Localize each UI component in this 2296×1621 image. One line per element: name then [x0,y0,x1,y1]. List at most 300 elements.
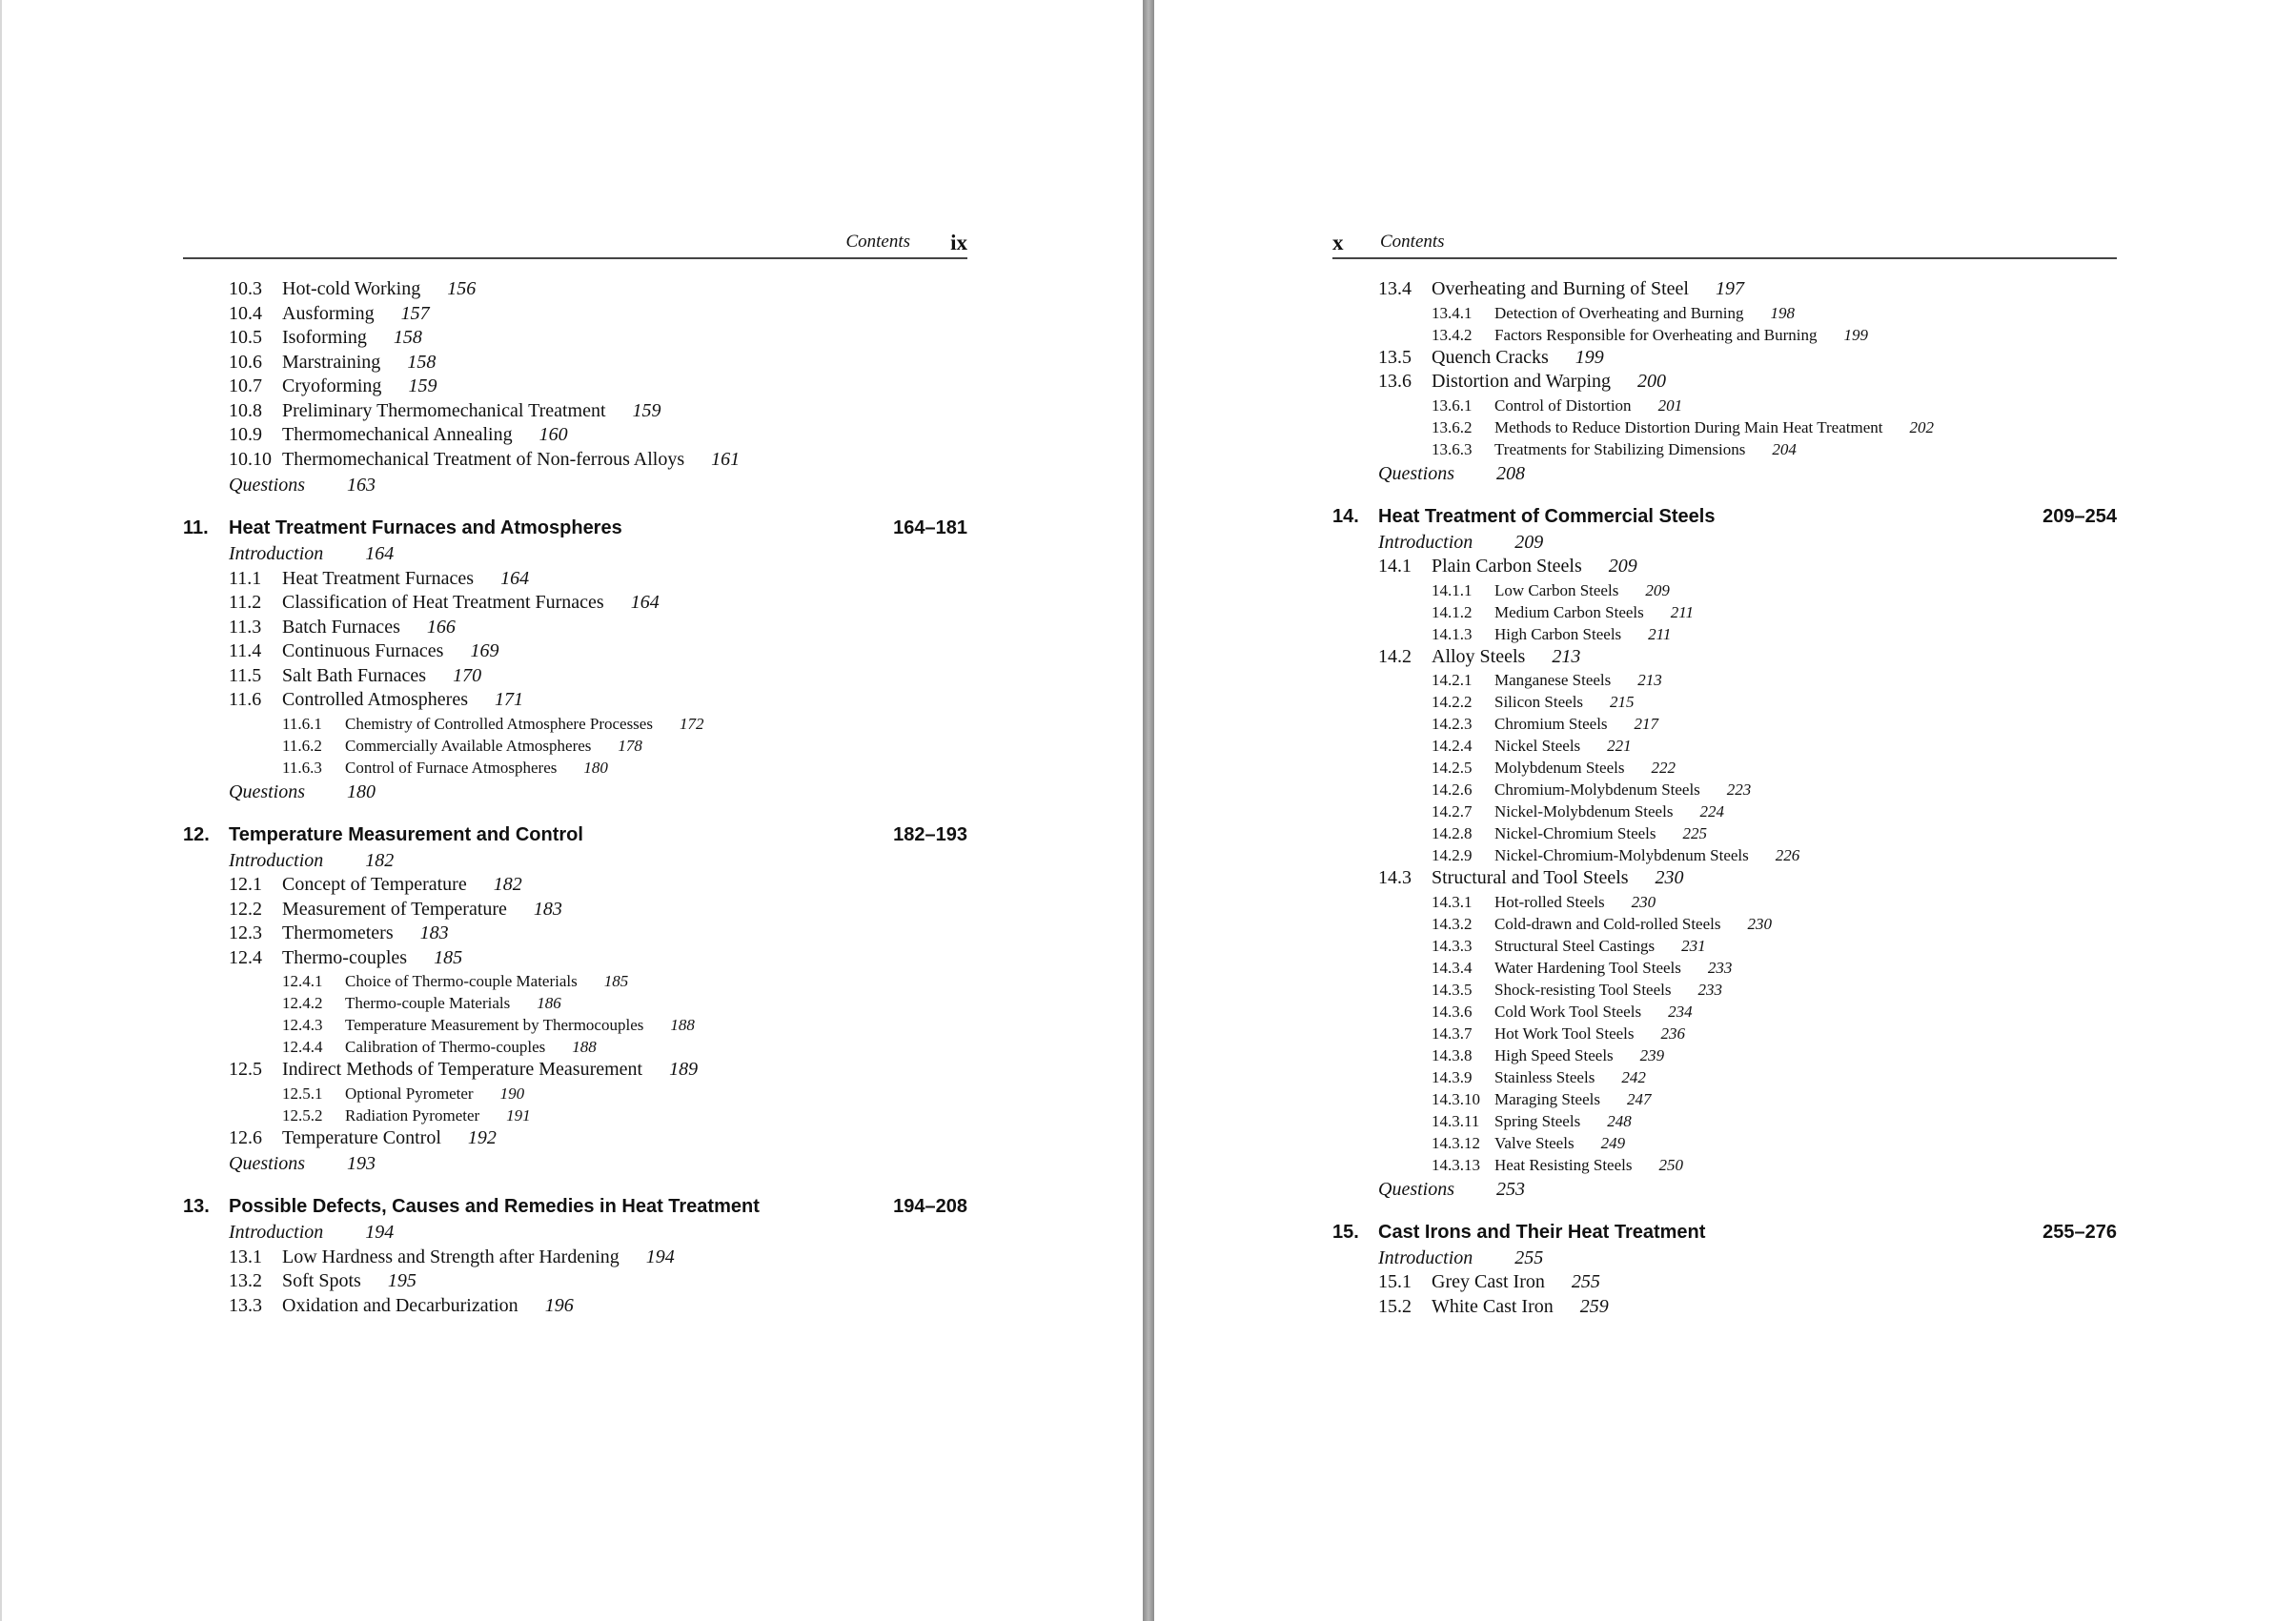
section-page: 195 [387,1270,417,1291]
toc-subsection[interactable] [1332,1023,2117,1044]
section-number: 14.3.12 [1432,1133,1480,1152]
questions-entry[interactable] [1332,1176,2117,1203]
toc-subsection[interactable] [1332,979,2117,1001]
questions-entry[interactable] [1332,460,2117,487]
introduction-entry[interactable] [183,542,967,567]
section-title: White Cast Iron [1432,1295,1554,1317]
section-number: 12.4.4 [282,1038,323,1056]
section-page: 249 [1600,1133,1626,1152]
toc-subsection[interactable] [1332,579,2117,601]
section-title: Plain Carbon Steels [1432,556,1582,577]
section-title: Silicon Steels [1494,693,1584,711]
section-number: 10.5 [229,327,262,348]
section-page: 202 [1909,417,1934,436]
section-page: 156 [447,278,477,299]
section-number: 14.3.2 [1432,914,1473,933]
section-number: 11.5 [229,664,262,686]
section-page: 171 [494,689,523,710]
toc-subsection[interactable] [183,1083,967,1104]
section-number: 10.3 [229,278,262,299]
section-page: 188 [670,1016,695,1034]
toc-subsection[interactable] [183,1014,967,1036]
section-page: 158 [393,327,422,348]
chapter-page-range: 164–181 [893,517,967,538]
section-title: Hot Work Tool Steels [1494,1023,1635,1043]
section-page: 186 [537,994,561,1012]
toc-section[interactable] [183,1126,967,1151]
section-title: Shock-resisting Tool Steels [1494,980,1672,999]
section-page: 199 [1843,325,1869,344]
toc-section[interactable] [183,688,967,713]
chapter-page-range: 182–193 [893,823,967,845]
toc-subsection[interactable] [1332,713,2117,735]
section-title: Maraging Steels [1494,1089,1600,1108]
section-page: 221 [1607,737,1632,755]
section-number: 11.6.1 [282,714,322,733]
section-number: 14.3 [1378,867,1412,888]
toc-subsection[interactable] [1332,913,2117,935]
entry-page: 193 [347,1153,376,1174]
section-title: Hot-rolled Steels [1494,892,1605,911]
section-number: 10.10 [229,448,272,470]
section-title: Preliminary Thermomechanical Treatment [282,399,606,421]
section-page: 185 [603,972,629,990]
section-page: 166 [426,616,456,638]
toc-subsection[interactable] [1332,438,2117,460]
section-number: 14.3.1 [1432,892,1473,911]
section-page: 213 [1552,645,1581,667]
section-page: 250 [1658,1155,1683,1174]
section-title: Methods to Reduce Distortion During Main Heat Treatment [1494,417,1883,436]
chapter-number: 15. [1332,1221,1359,1243]
section-page: 197 [1715,278,1744,299]
toc-section[interactable] [183,616,967,640]
section-number: 14.1.2 [1432,602,1473,621]
toc-subsection[interactable] [183,1104,967,1126]
section-page: 201 [1657,395,1683,415]
section-page: 204 [1772,439,1797,458]
section-page: 259 [1579,1295,1609,1317]
section-number: 14.3.13 [1432,1155,1480,1174]
chapter-heading[interactable] [183,821,967,849]
toc-section[interactable] [183,567,967,592]
toc-section[interactable] [183,873,967,898]
section-title: Concept of Temperature [282,874,467,895]
entry-label: Introduction [229,1222,324,1243]
running-head: Contents [845,232,910,252]
toc-subsection[interactable] [1332,1154,2117,1176]
entry-label: Introduction [1378,1246,1473,1268]
chapter-number: 14. [1332,505,1359,527]
section-title: Quench Cracks [1432,346,1549,368]
toc-subsection[interactable] [1332,844,2117,866]
section-title: Chromium Steels [1494,715,1608,733]
section-title: Treatments for Stabilizing Dimensions [1494,439,1746,458]
toc-subsection[interactable] [183,757,967,779]
section-page: 209 [1608,556,1637,577]
section-number: 13.2 [229,1270,262,1291]
section-number: 14.2.1 [1432,671,1473,689]
section-number: 11.4 [229,640,262,661]
section-page: 159 [408,375,437,396]
entry-page: 163 [347,475,376,496]
chapter-title: Temperature Measurement and Control [229,823,583,845]
section-number: 11.6.3 [282,758,322,777]
section-page: 189 [669,1059,699,1080]
section-title: Control of Distortion [1494,395,1632,415]
section-number: 10.8 [229,399,262,421]
section-title: Water Hardening Tool Steels [1494,958,1681,977]
section-title: Nickel-Chromium-Molybdenum Steels [1494,846,1749,864]
section-number: 14.1.3 [1432,624,1473,643]
section-page: 248 [1607,1111,1632,1130]
toc-subsection[interactable] [1332,800,2117,822]
section-number: 14.3.9 [1432,1067,1473,1086]
section-number: 11.6 [229,689,262,710]
section-title: Temperature Control [282,1126,441,1148]
left-page [0,0,1143,1621]
section-number: 14.2.5 [1432,759,1473,777]
section-title: Low Carbon Steels [1494,580,1619,599]
section-page: 164 [630,592,660,613]
entry-page: 208 [1496,462,1525,484]
section-number: 14.3.11 [1432,1111,1480,1130]
section-title: Controlled Atmospheres [282,689,468,710]
section-number: 14.3.4 [1432,958,1473,977]
toc-section[interactable] [1332,866,2117,891]
chapter-heading[interactable] [183,514,967,542]
section-title: Chromium-Molybdenum Steels [1494,780,1700,799]
entry-page: 194 [365,1222,395,1243]
toc-subsection[interactable] [1332,1001,2117,1023]
section-number: 13.5 [1378,346,1412,368]
section-page: 191 [506,1105,531,1125]
section-title: Distortion and Warping [1432,371,1611,392]
entry-page: 182 [365,849,395,871]
toc-section[interactable] [1332,346,2117,371]
toc-subsection[interactable] [183,992,967,1014]
section-title: Measurement of Temperature [282,898,507,920]
section-title: Soft Spots [282,1270,361,1291]
section-page: 164 [500,567,530,589]
section-number: 14.2.9 [1432,846,1473,864]
toc-section[interactable] [183,1246,967,1270]
section-number: 14.2.2 [1432,693,1473,711]
section-number: 12.2 [229,898,262,920]
toc-section[interactable] [183,946,967,971]
section-page: 180 [583,758,608,777]
section-page: 192 [467,1126,497,1148]
section-title: Overheating and Burning of Steel [1432,278,1689,299]
section-page: 215 [1610,693,1635,711]
section-title: Valve Steels [1494,1133,1575,1152]
section-page: 234 [1668,1002,1693,1021]
toc-subsection[interactable] [1332,757,2117,779]
section-title: Spring Steels [1494,1111,1581,1130]
section-page: 185 [434,946,463,968]
toc-section[interactable] [1332,277,2117,302]
toc-section[interactable] [183,326,967,351]
section-number: 10.7 [229,375,262,396]
chapter-page-range: 194–208 [893,1196,967,1217]
chapter-heading[interactable] [1332,1218,2117,1246]
toc-subsection[interactable] [183,1036,967,1058]
section-page: 182 [493,874,522,895]
toc-section[interactable] [183,375,967,399]
section-title: Factors Responsible for Overheating and Burning [1494,325,1818,344]
section-title: Oxidation and Decarburization [282,1294,518,1316]
questions-entry[interactable] [183,1150,967,1177]
toc-section[interactable] [183,898,967,922]
section-title: High Speed Steels [1494,1045,1614,1064]
section-page: 160 [538,424,568,445]
toc-section[interactable] [1332,555,2117,579]
section-page: 200 [1637,371,1666,392]
chapter-title: Heat Treatment Furnaces and Atmospheres [229,517,622,538]
section-number: 11.1 [229,567,262,589]
section-number: 10.6 [229,351,262,373]
section-page: 222 [1651,759,1676,777]
toc-section[interactable] [183,302,967,327]
section-number: 12.5.2 [282,1105,323,1125]
introduction-entry[interactable] [183,849,967,874]
section-page: 242 [1621,1067,1646,1086]
section-number: 13.3 [229,1294,262,1316]
section-title: Medium Carbon Steels [1494,602,1644,621]
section-title: Cold Work Tool Steels [1494,1002,1642,1021]
section-title: Cryoforming [282,375,382,396]
section-title: Marstraining [282,351,381,373]
section-number: 12.4 [229,946,262,968]
toc-subsection[interactable] [1332,669,2117,691]
section-title: Thermo-couple Materials [345,994,511,1012]
section-page: 211 [1648,624,1672,643]
section-page: 183 [419,922,449,943]
section-page: 233 [1697,980,1722,999]
toc-subsection[interactable] [1332,1066,2117,1088]
introduction-entry[interactable] [183,1221,967,1246]
section-page: 224 [1699,802,1724,821]
section-title: Isoforming [282,327,367,348]
section-number: 12.4.1 [282,972,323,990]
section-page: 225 [1682,824,1708,842]
chapter-heading[interactable] [1332,502,2117,531]
toc-subsection[interactable] [1332,1044,2117,1066]
section-number: 13.4.2 [1432,325,1473,344]
toc-section[interactable] [183,399,967,424]
introduction-entry[interactable] [1332,531,2117,556]
chapter-title: Possible Defects, Causes and Remedies in Heat Treatment [229,1196,760,1217]
toc-section[interactable] [183,423,967,448]
entry-label: Questions [229,475,305,496]
section-number: 13.6.3 [1432,439,1473,458]
toc-section[interactable] [183,448,967,473]
section-number: 15.1 [1378,1271,1412,1292]
toc-section[interactable] [183,639,967,664]
section-title: Nickel-Chromium Steels [1494,824,1656,842]
toc-subsection[interactable] [1332,691,2117,713]
toc-section[interactable] [1332,1270,2117,1295]
section-title: Heat Treatment Furnaces [282,567,475,589]
section-title: Grey Cast Iron [1432,1271,1545,1292]
toc-section[interactable] [183,1058,967,1083]
section-number: 13.6.1 [1432,395,1473,415]
section-number: 14.2.8 [1432,824,1473,842]
right-page [1154,0,2296,1621]
toc-subsection[interactable] [1332,623,2117,645]
chapter-heading[interactable] [183,1192,967,1221]
toc-section[interactable] [1332,1295,2117,1320]
section-title: Batch Furnaces [282,616,400,638]
toc-subsection[interactable] [1332,324,2117,346]
section-page: 230 [1747,914,1772,933]
section-title: Nickel-Molybdenum Steels [1494,802,1674,821]
section-number: 11.2 [229,592,262,613]
entry-label: Questions [1378,1178,1454,1200]
section-number: 14.3.3 [1432,936,1473,955]
toc-subsection[interactable] [1332,822,2117,844]
toc-section[interactable] [183,351,967,375]
toc-section[interactable] [183,1269,967,1294]
section-title: Thermo-couples [282,946,408,968]
section-number: 10.4 [229,302,262,324]
toc-section[interactable] [183,591,967,616]
section-number: 13.1 [229,1246,262,1267]
section-page: 159 [632,399,661,421]
toc-section[interactable] [1332,645,2117,670]
questions-entry[interactable] [183,472,967,498]
chapter-page-range: 255–276 [2042,1221,2117,1243]
chapter-page-range: 209–254 [2042,505,2117,527]
section-page: 178 [618,736,642,755]
section-number: 12.5.1 [282,1084,323,1103]
section-title: Thermometers [282,922,394,943]
section-title: Hot-cold Working [282,278,421,299]
page-header [1332,233,2117,259]
section-number: 14.1.1 [1432,580,1473,599]
section-number: 13.6.2 [1432,417,1473,436]
section-title: Ausforming [282,302,375,324]
section-title: Classification of Heat Treatment Furnaces [282,592,604,613]
section-number: 14.2.7 [1432,802,1473,821]
chapter-number: 11. [183,517,209,538]
section-page: 190 [499,1084,525,1103]
introduction-entry[interactable] [1332,1246,2117,1271]
section-page: 158 [407,351,437,373]
section-title: Salt Bath Furnaces [282,664,427,686]
section-title: Nickel Steels [1494,737,1581,755]
section-page: 196 [544,1294,574,1316]
section-title: Commercially Available Atmospheres [345,736,592,755]
toc-subsection[interactable] [1332,779,2117,800]
section-title: Continuous Furnaces [282,640,444,661]
toc-section[interactable] [183,664,967,689]
section-number: 12.6 [229,1126,262,1148]
section-page: 239 [1639,1045,1665,1064]
section-title: Structural and Tool Steels [1432,867,1629,888]
section-page: 211 [1670,602,1695,621]
page-number: ix [950,231,967,254]
entry-page: 180 [347,780,376,802]
section-title: Calibration of Thermo-couples [345,1038,546,1056]
section-page: 161 [711,448,741,470]
entry-label: Questions [229,1153,305,1174]
section-page: 183 [533,898,562,920]
toc-subsection[interactable] [1332,395,2117,416]
section-title: Thermomechanical Treatment of Non-ferrous Alloys [282,448,685,470]
section-title: Structural Steel Castings [1494,936,1656,955]
section-page: 223 [1726,780,1752,799]
section-title: Indirect Methods of Temperature Measurement [282,1059,643,1080]
toc-subsection[interactable] [1332,957,2117,979]
toc-subsection[interactable] [1332,302,2117,324]
section-number: 10.9 [229,424,262,445]
section-page: 199 [1575,346,1604,368]
section-number: 14.2 [1378,645,1412,667]
section-title: Alloy Steels [1432,645,1526,667]
section-title: Low Hardness and Strength after Hardening [282,1246,620,1267]
toc-subsection[interactable] [1332,735,2117,757]
toc-section[interactable] [183,922,967,946]
toc-subsection[interactable] [1332,416,2117,438]
section-number: 13.6 [1378,371,1412,392]
section-number: 12.5 [229,1059,262,1080]
section-page: 233 [1707,958,1733,977]
toc-right [1332,277,2117,1319]
section-number: 14.3.7 [1432,1023,1473,1043]
toc-subsection[interactable] [183,735,967,757]
toc-section[interactable] [1332,370,2117,395]
toc-subsection[interactable] [1332,935,2117,957]
toc-subsection[interactable] [1332,1110,2117,1132]
chapter-title: Heat Treatment of Commercial Steels [1378,505,1716,527]
toc-subsection[interactable] [183,713,967,735]
section-number: 14.1 [1378,556,1412,577]
section-page: 172 [679,714,704,733]
section-number: 11.6.2 [282,736,322,755]
toc-left [183,277,967,1318]
toc-subsection[interactable] [1332,601,2117,623]
page-number: x [1332,231,1344,254]
entry-label: Introduction [229,543,324,564]
questions-entry[interactable] [183,779,967,805]
section-page: 236 [1660,1023,1686,1043]
running-head: Contents [1380,232,1445,252]
entry-page: 209 [1514,531,1544,553]
toc-subsection[interactable] [1332,1088,2117,1110]
section-number: 12.4.3 [282,1016,323,1034]
toc-subsection[interactable] [1332,891,2117,913]
section-number: 14.2.6 [1432,780,1473,799]
section-page: 198 [1770,303,1796,322]
toc-subsection[interactable] [183,970,967,992]
entry-label: Introduction [229,849,324,871]
section-title: High Carbon Steels [1494,624,1622,643]
section-number: 12.1 [229,874,262,895]
section-page: 226 [1775,846,1800,864]
section-number: 13.4.1 [1432,303,1473,322]
section-page: 209 [1645,580,1670,599]
toc-subsection[interactable] [1332,1132,2117,1154]
toc-section[interactable] [183,277,967,302]
section-page: 169 [470,640,499,661]
section-title: Thermomechanical Annealing [282,424,513,445]
section-title: Temperature Measurement by Thermocouples [345,1016,644,1034]
section-page: 255 [1571,1271,1600,1292]
toc-section[interactable] [183,1294,967,1319]
page-gutter [1143,0,1154,1621]
entry-label: Questions [1378,462,1454,484]
